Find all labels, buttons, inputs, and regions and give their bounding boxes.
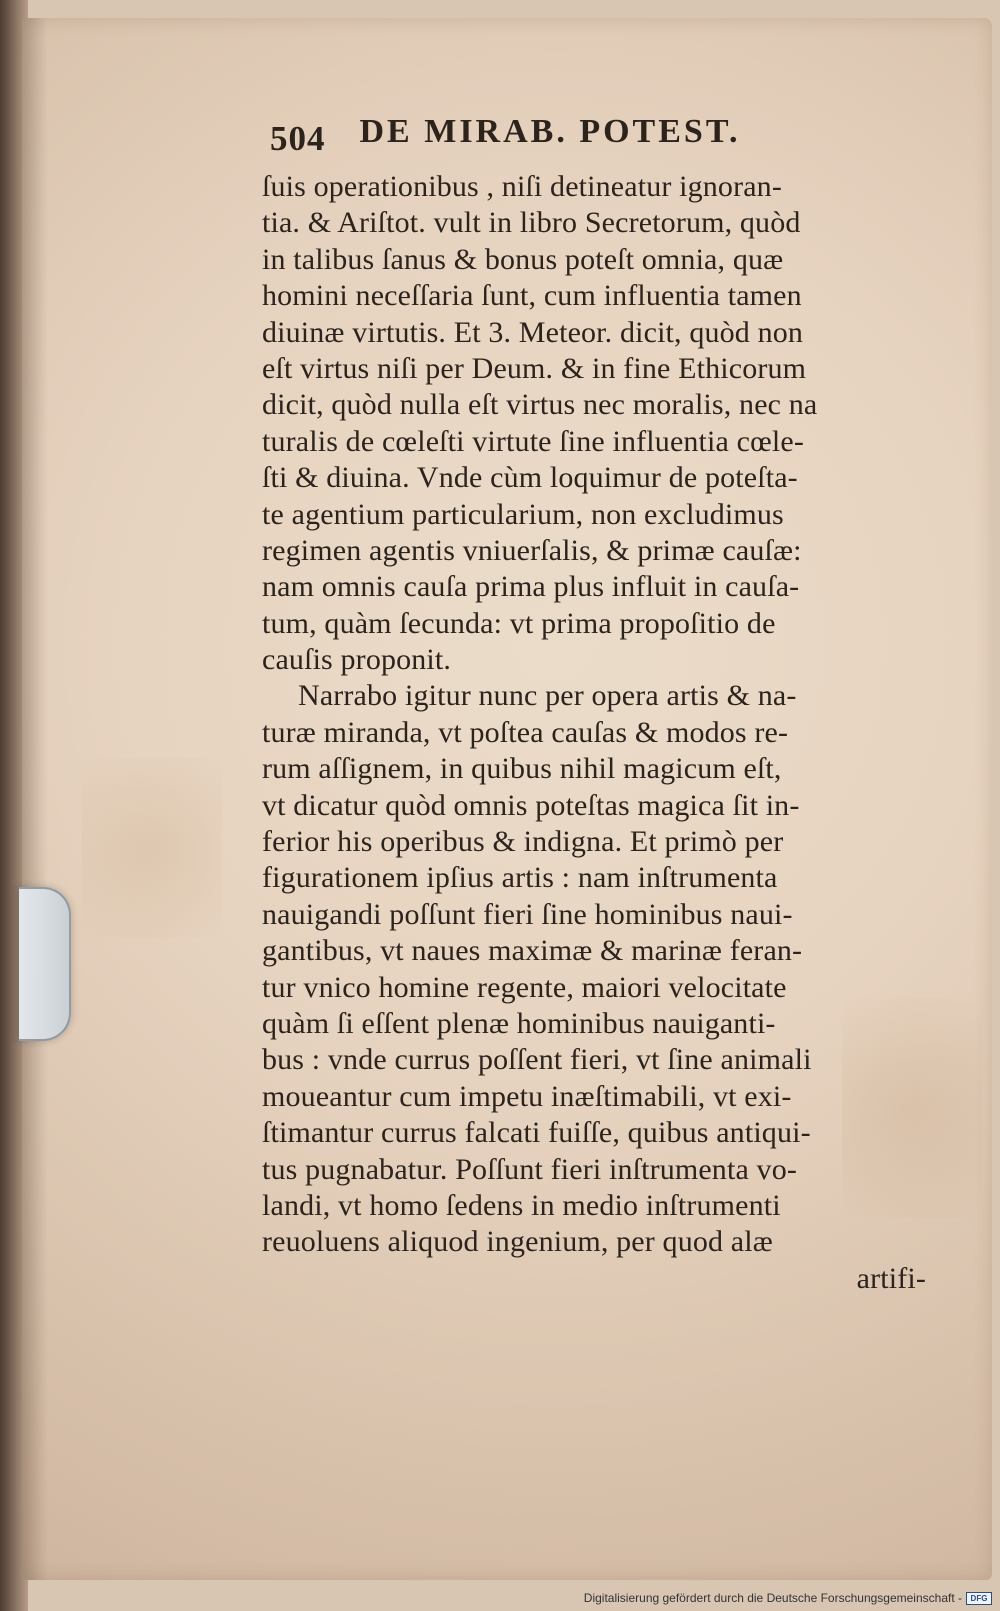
- text-line: ferior his operibus & indigna. Et primò per: [262, 825, 784, 859]
- text-line: turalis de cœleſti virtute ſine influentia cœle-: [262, 424, 805, 458]
- text-line: tus pugnabatur. Poſſunt fieri inſtrumenta vo-: [262, 1152, 798, 1186]
- text-line: tia. & Ariſtot. vult in libro Secretorum, quòd: [262, 206, 801, 240]
- text-line: nam omnis cauſa prima plus influit in cauſa-: [262, 570, 800, 604]
- text-line: regimen agentis vniuerſalis, & primæ cauſæ:: [262, 533, 802, 567]
- text-line: moueantur cum impetu inæſtimabili, vt exi-: [262, 1079, 792, 1113]
- text-line: diuinæ virtutis. Et 3. Meteor. dicit, quòd non: [262, 315, 804, 349]
- text-line: dicit, quòd nulla eſt virtus nec moralis, nec na: [262, 388, 818, 422]
- text-line: eſt virtus niſi per Deum. & in fine Ethicorum: [262, 351, 807, 385]
- catchword: artifi-: [856, 1261, 926, 1295]
- text-line: figurationem ipſius artis : nam inſtrumenta: [262, 861, 778, 895]
- text-line: cauſis proponit.: [262, 643, 452, 677]
- text-line: ſti & diuina. Vnde cùm loquimur de poteſta-: [262, 461, 798, 495]
- text-line: rum aſſignem, in quibus nihil magicum eſt,: [262, 752, 782, 786]
- page-header: [270, 111, 932, 169]
- text-line: vt dicatur quòd omnis poteſtas magica ſit in-: [262, 788, 800, 822]
- text-line: in talibus ſanus & bonus poteſt omnia, quæ: [262, 242, 784, 276]
- text-line: Narrabo igitur nunc per opera artis & na-: [298, 679, 797, 713]
- page-number: 504: [270, 119, 326, 158]
- text-line: landi, vt homo ſedens in medio inſtrumenti: [262, 1188, 781, 1222]
- text-line: nauigandi poſſunt fieri ſine hominibus naui-: [262, 897, 793, 931]
- gutter-shadow: [22, 18, 48, 1580]
- text-line: turæ miranda, vt poſtea cauſas & modos re-: [262, 715, 789, 749]
- text-line: ſuis operationibus , niſi detineatur ignoran-: [262, 170, 782, 203]
- paper-stain: [82, 758, 222, 938]
- digitization-footer: [584, 1591, 992, 1605]
- text-line: homini neceſſaria ſunt, cum influentia tamen: [262, 279, 802, 313]
- running-title: DE MIRAB. POTEST.: [359, 113, 741, 150]
- text-line: tum, quàm ſecunda: vt prima propoſitio de: [262, 606, 776, 640]
- page-text-block: [262, 111, 932, 1297]
- text-line: quàm ſi eſſent plenæ hominibus nauiganti-: [262, 1006, 776, 1040]
- text-line: gantibus, vt naues maximæ & marinæ feran-: [262, 934, 803, 968]
- text-line: bus : vnde currus poſſent fieri, vt ſine animali: [262, 1043, 812, 1077]
- book-page: [22, 18, 992, 1580]
- text-line: reuoluens aliquod ingenium, per quod alæ: [262, 1225, 773, 1259]
- page-clip: [19, 887, 71, 1041]
- funding-credit: Digitalisierung gefördert durch die Deutsche Forschungsgemeinschaft -: [583, 1591, 962, 1605]
- dfg-logo: DFG: [966, 1592, 992, 1605]
- text-line: tur vnico homine regente, maiori velocitate: [262, 970, 787, 1004]
- text-line: te agentium particularium, non excludimus: [262, 497, 784, 531]
- text-line: ſtimantur currus falcati fuiſſe, quibus antiqui-: [262, 1116, 811, 1150]
